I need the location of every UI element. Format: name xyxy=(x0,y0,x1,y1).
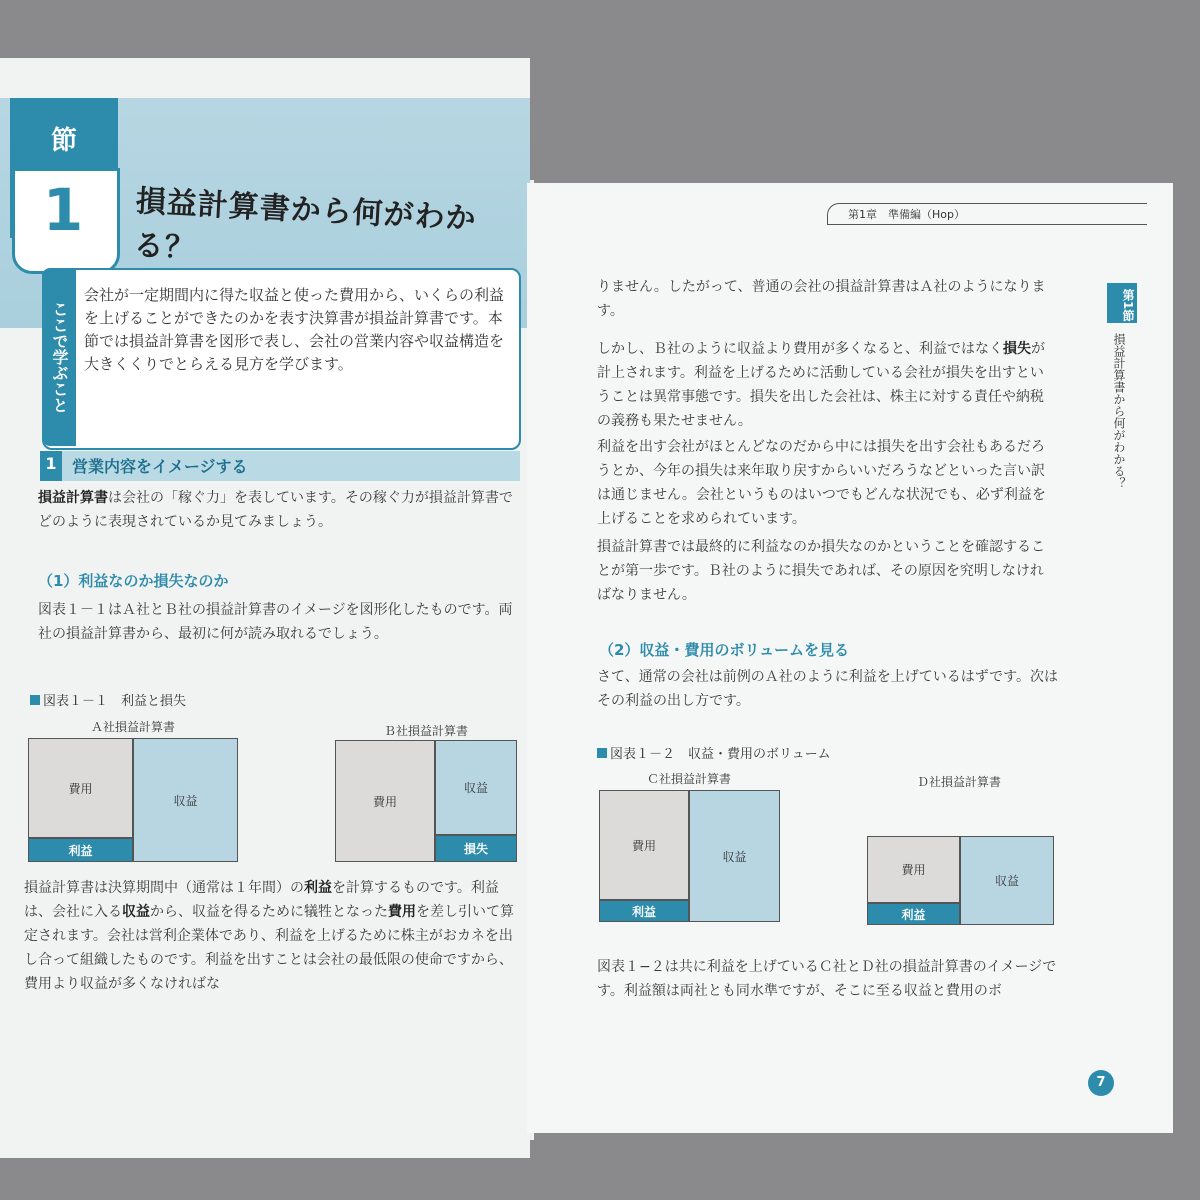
heading-text: 営業内容をイメージする xyxy=(72,457,248,476)
figure-1-caption: 図表１－１ 利益と損失 xyxy=(30,690,186,709)
section-label: 節 xyxy=(50,126,77,156)
fig1-b-revenue: 収益 xyxy=(435,740,517,835)
fig1-b-label: Ｂ社損益計算書 xyxy=(383,724,468,738)
fig2-c-label: Ｃ社損益計算書 xyxy=(646,772,731,786)
paragraph-3: 損益計算書は決算期間中（通常は１年間）の利益を計算するものです。利益は、会社に入る収益から、収益を得るために犠牲となった費用を差し引いて算定されます。会社は営利企業体であり、利益を上げるために株主がおカネを出し合って組織したものです。利益を出すことは会社の最低限の使命ですから、費用より収益が多くなければな xyxy=(24,880,514,992)
thumb-title: 損益計算書から何がわかる？ xyxy=(1112,333,1126,489)
fig2-d-cost: 費用 xyxy=(867,836,960,903)
r-paragraph-4: 損益計算書では最終的に利益なのか損失なのかということを確認することが第一歩です。Ｂ社のように損失であれば、その原因を究明しなければなりません。 xyxy=(597,539,1045,603)
r-paragraph-3: 利益を出す会社がほとんどなのだから中には損失を出す会社もあるだろうとか、今年の損失は来年取り戻すからいいだろうなどといった言い訳は通じません。会社というものはいつでもどんな状況でも、必ず利益を上げることを求められています。 xyxy=(597,439,1046,527)
fig1-a-revenue: 収益 xyxy=(133,738,238,862)
r-paragraph-1: りません。したがって、普通の会社の損益計算書はＡ社のようになります。 xyxy=(597,279,1046,319)
r-paragraph-5: さて、通常の会社は前例のＡ社のように利益を上げているはずです。次はその利益の出し方です。 xyxy=(597,669,1059,709)
left-page xyxy=(0,58,530,1158)
fig2-c-revenue: 収益 xyxy=(689,790,780,922)
fig1-a-cost: 費用 xyxy=(28,738,133,838)
r-paragraph-6: 図表１−２は共に利益を上げているＣ社とＤ社の損益計算書のイメージです。利益額は両社とも同水準ですが、そこに至る収益と費用のボ xyxy=(597,959,1057,999)
fig2-c-profit: 利益 xyxy=(599,900,689,922)
section-title: 損益計算書から何がわかる？ xyxy=(132,184,478,267)
fig2-c-cost: 費用 xyxy=(599,790,689,900)
fig2-d-label: Ｄ社損益計算書 xyxy=(916,775,1001,789)
fig1-a-profit: 利益 xyxy=(28,838,133,862)
figure-2-caption: 図表１－２ 収益・費用のボリューム xyxy=(597,743,831,762)
fig2-d-revenue: 収益 xyxy=(960,836,1054,925)
fig1-b-cost: 費用 xyxy=(335,740,435,862)
learning-label: ここで学ぶこと xyxy=(42,268,76,446)
heading-number: 1 xyxy=(45,454,57,473)
right-page xyxy=(527,183,1173,1133)
thumb-tab: 第1節 xyxy=(1107,283,1137,323)
fig1-a-label: Ａ社損益計算書 xyxy=(90,720,175,734)
fig1-b-loss: 損失 xyxy=(435,835,517,862)
running-head: 第1章 準備編（Hop） xyxy=(827,203,1147,225)
section-number: 1 xyxy=(42,176,84,244)
paragraph-2: 図表１－１はＡ社とＢ社の損益計算書のイメージを図形化したものです。両社の損益計算書から、最初に何が読み取れるでしょう。 xyxy=(38,602,513,642)
r-paragraph-2: しかし、Ｂ社のように収益より費用が多くなると、利益ではなく損失が計上されます。利益を上げるために活動している会社が損失を出すということは異常事態です。損失を出した会社は、株主に対する責任や納税の義務も果たせません。 xyxy=(597,341,1045,429)
learning-text: 会社が一定期間内に得た収益と使った費用から、いくらの利益を上げることができたのかを表す決算書が損益計算書です。本節では損益計算書を図形で表し、会社の営業内容や収益構造を大きくくりでとらえる見方を学びます。 xyxy=(84,286,505,373)
r-subheading: （2）収益・費用のボリュームを見る xyxy=(599,641,849,659)
fig2-d-profit: 利益 xyxy=(867,903,960,925)
paragraph-1: 損益計算書は会社の「稼ぐ力」を表しています。その稼ぐ力が損益計算書でどのように表現されているか見てみましょう。 xyxy=(38,490,513,530)
subheading-1: （1）利益なのか損失なのか xyxy=(38,572,229,590)
page-number: 7 xyxy=(1088,1070,1114,1096)
